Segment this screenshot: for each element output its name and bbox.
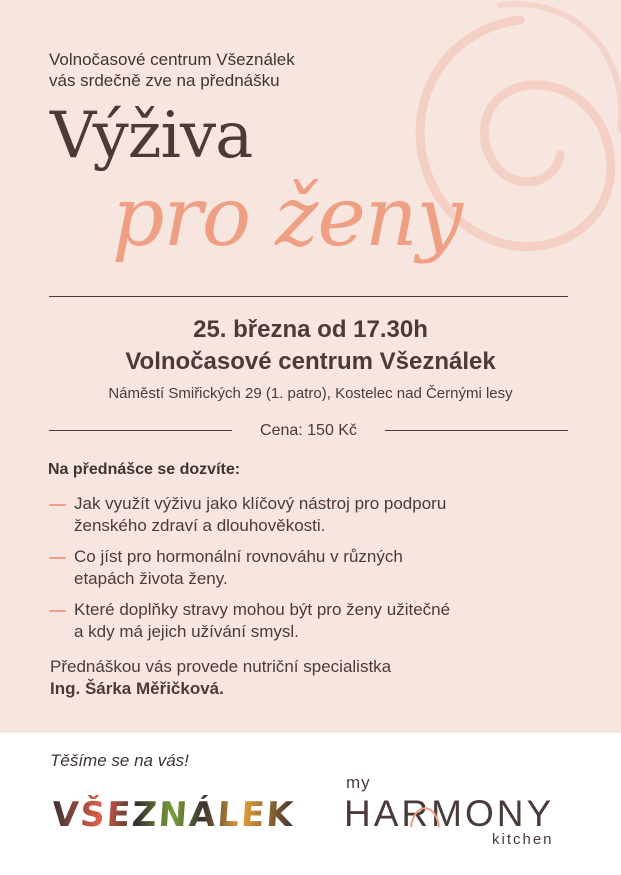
my-harmony-kitchen-logo: [344, 773, 584, 853]
price-row: [49, 420, 568, 442]
title-accent: pro ženy: [112, 170, 462, 265]
title-main: Výživa: [50, 99, 253, 173]
logo-accent-arc-icon: [408, 794, 442, 834]
dash-bullet-icon: [49, 610, 66, 612]
learn-heading: Na přednášce se dozvíte:: [48, 461, 241, 478]
speaker-name: Ing. Šárka Měřičková.: [50, 679, 224, 698]
poster-footer: [0, 733, 621, 875]
logo-kitchen-text: kitchen: [492, 831, 554, 848]
event-date: 25. března od 17.30h: [193, 316, 428, 343]
divider-line: [49, 296, 568, 297]
dash-bullet-icon: [49, 504, 66, 506]
event-price: Cena: 150 Kč: [260, 422, 357, 439]
list-item-line: Jak využít výživu jako klíčový nástroj pro podporu: [74, 494, 447, 513]
organizer-line: Volnočasové centrum Všeználek: [49, 50, 295, 69]
logo-my-text: my: [346, 773, 371, 792]
list-item-line: etapách života ženy.: [74, 569, 228, 588]
vseznalek-logo-text: VŠEZNÁLEK: [50, 795, 297, 835]
dash-bullet-icon: [49, 557, 66, 559]
event-address: Náměstí Smiřických 29 (1. patro), Kostelec nad Černými lesy: [108, 385, 513, 402]
list-item-line: a kdy má jejich užívání smysl.: [74, 622, 299, 641]
topic-list: [48, 493, 568, 652]
vseznalek-logo: [51, 795, 296, 835]
closing-greeting: Těšíme se na vás!: [50, 751, 189, 770]
event-venue: Volnočasové centrum Všeználek: [125, 348, 496, 375]
list-item: [48, 493, 568, 537]
speaker-intro: Přednáškou vás provede nutriční specialistka: [50, 657, 392, 676]
list-item-line: Které doplňky stravy mohou být pro ženy užitečné: [74, 600, 451, 619]
logo-harmony-text: HARMONY: [344, 793, 555, 834]
list-item: [48, 546, 568, 590]
invitation-line: vás srdečně zve na přednášku: [49, 71, 280, 90]
list-item: [48, 599, 568, 643]
list-item-line: ženského zdraví a dlouhověkosti.: [74, 516, 326, 535]
speaker-info: [50, 656, 391, 700]
organizer-intro: [49, 49, 295, 91]
list-item-line: Co jíst pro hormonální rovnováhu v různých: [74, 547, 403, 566]
